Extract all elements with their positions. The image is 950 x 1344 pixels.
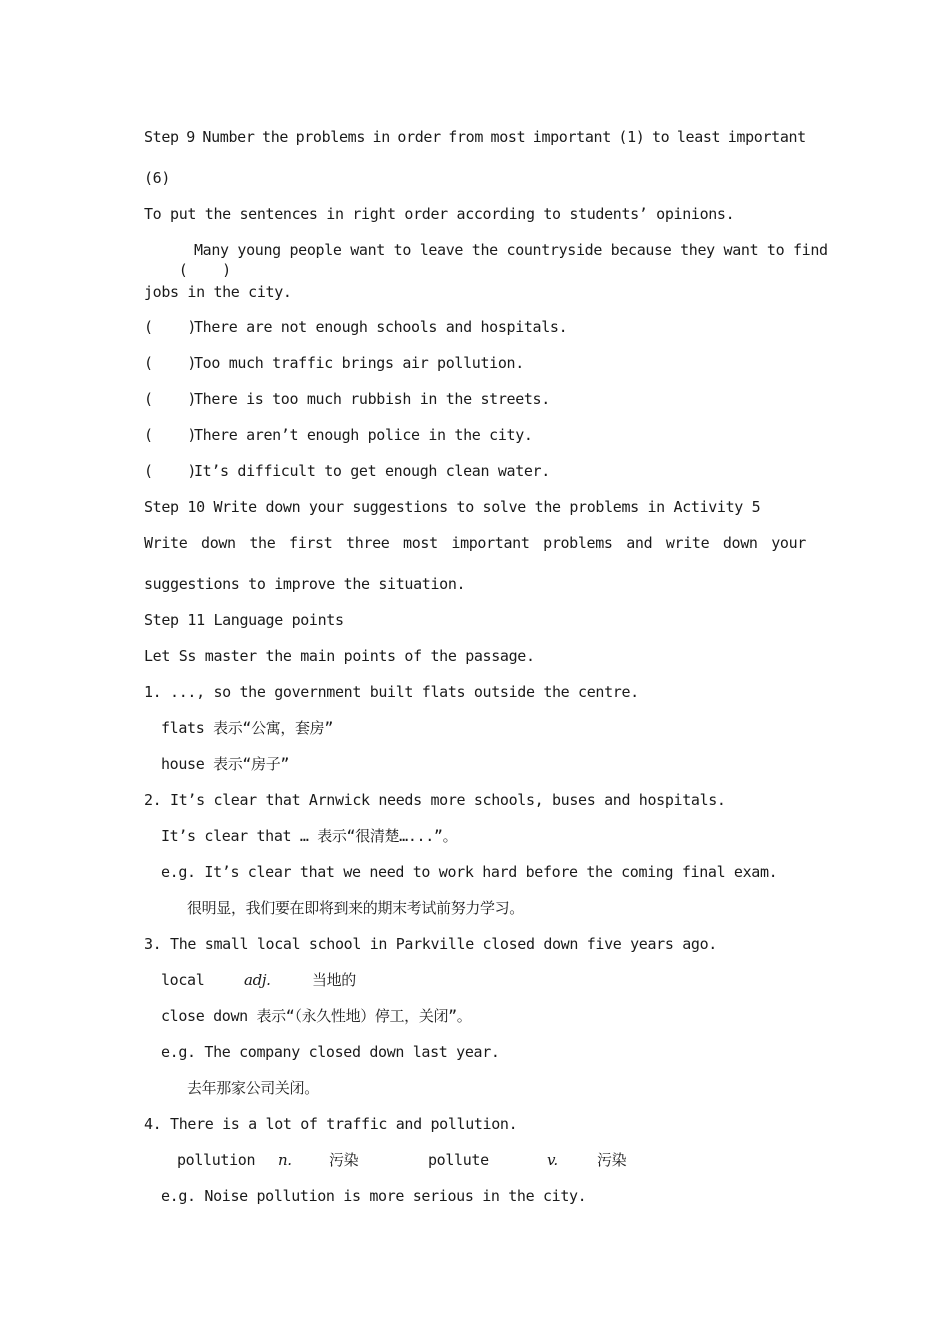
note-close-down: close down 表示“（永久性地）停工，关闭”。	[161, 1007, 472, 1025]
vocab-word: pollution	[177, 1151, 256, 1169]
word: Write	[144, 534, 188, 552]
part-of-speech: v.	[547, 1151, 558, 1169]
list-item-text: It’s difficult to get enough clean water.	[194, 462, 550, 480]
word: important	[727, 128, 806, 146]
word: and	[626, 534, 653, 552]
word: Step	[144, 128, 179, 146]
word: (1)	[618, 128, 645, 146]
example-sentence: e.g. Noise pollution is more serious in the city.	[161, 1187, 587, 1205]
answer-bracket: ( )	[144, 426, 197, 444]
answer-bracket: ( )	[144, 318, 197, 336]
word: important	[532, 128, 611, 146]
word: down	[722, 534, 758, 552]
word: the	[249, 534, 276, 552]
step10-heading: Step 10 Write down your suggestions to solve the problems in Activity 5	[144, 498, 761, 516]
step11-heading: Step 11 Language points	[144, 611, 344, 629]
word: in	[372, 128, 390, 146]
part-of-speech: n.	[278, 1151, 292, 1169]
word: important	[451, 534, 530, 552]
example-translation: 去年那家公司关闭。	[187, 1079, 319, 1097]
language-point-3: 3. The small local school in Parkville closed down five years ago.	[144, 935, 717, 953]
word: the	[262, 128, 289, 146]
vocab-word: local	[161, 971, 205, 989]
list-item-text: There aren’t enough police in the city.	[194, 426, 533, 444]
word: write	[665, 534, 710, 552]
word: order	[397, 128, 441, 146]
word: first	[289, 534, 333, 552]
language-point-4: 4. There is a lot of traffic and pollution.	[144, 1115, 518, 1133]
language-point-1: 1. ..., so the government built flats outside the centre.	[144, 683, 639, 701]
example-sentence: e.g. It’s clear that we need to work hard before the coming final exam.	[161, 863, 778, 881]
word: your	[771, 534, 806, 552]
example-translation: 很明显，我们要在即将到来的期末考试前努力学习。	[187, 899, 524, 917]
language-point-2: 2. It’s clear that Arnwick needs more schools, buses and hospitals.	[144, 791, 726, 809]
part-of-speech: adj.	[244, 971, 271, 989]
word: from	[448, 128, 484, 146]
word: three	[346, 534, 390, 552]
word: down	[201, 534, 236, 552]
word: to	[651, 128, 670, 146]
answer-bracket: ( )	[178, 261, 231, 279]
vocab-word: pollute	[428, 1151, 489, 1169]
word: problems	[295, 128, 366, 146]
note-flats: flats 表示“公寓，套房”	[161, 719, 333, 737]
list-item-text: Too much traffic brings air pollution.	[194, 354, 524, 372]
list-item-text: There are not enough schools and hospitals.	[194, 318, 568, 336]
step10-instruction	[144, 533, 806, 553]
word: problems	[543, 534, 613, 552]
example-sentence: e.g. The company closed down last year.	[161, 1043, 500, 1061]
list-item-text: There is too much rubbish in the streets.	[194, 390, 550, 408]
word: most	[403, 534, 438, 552]
word: 9	[186, 128, 195, 146]
word: most	[490, 128, 526, 146]
list-item-text: Many young people want to leave the countryside because they want to find	[194, 241, 828, 259]
answer-bracket: ( )	[144, 390, 197, 408]
step9-instruction: To put the sentences in right order according to students’ opinions.	[144, 205, 735, 223]
answer-bracket: ( )	[144, 354, 197, 372]
word: Number	[202, 128, 255, 146]
answer-bracket: ( )	[144, 462, 197, 480]
word-meaning: 污染	[329, 1151, 359, 1169]
word: least	[676, 128, 721, 146]
note-its-clear-that: It’s clear that … 表示“很清楚…...”。	[161, 827, 458, 845]
step10-instruction-continued: suggestions to improve the situation.	[144, 575, 466, 593]
list-item-text: jobs in the city.	[144, 283, 292, 301]
step9-heading-continued: (6)	[144, 169, 171, 187]
word-meaning: 污染	[597, 1151, 627, 1169]
word-meaning: 当地的	[312, 971, 356, 989]
step11-instruction: Let Ss master the main points of the passage.	[144, 647, 535, 665]
step9-heading	[144, 127, 806, 147]
note-house: house 表示“房子”	[161, 755, 290, 773]
